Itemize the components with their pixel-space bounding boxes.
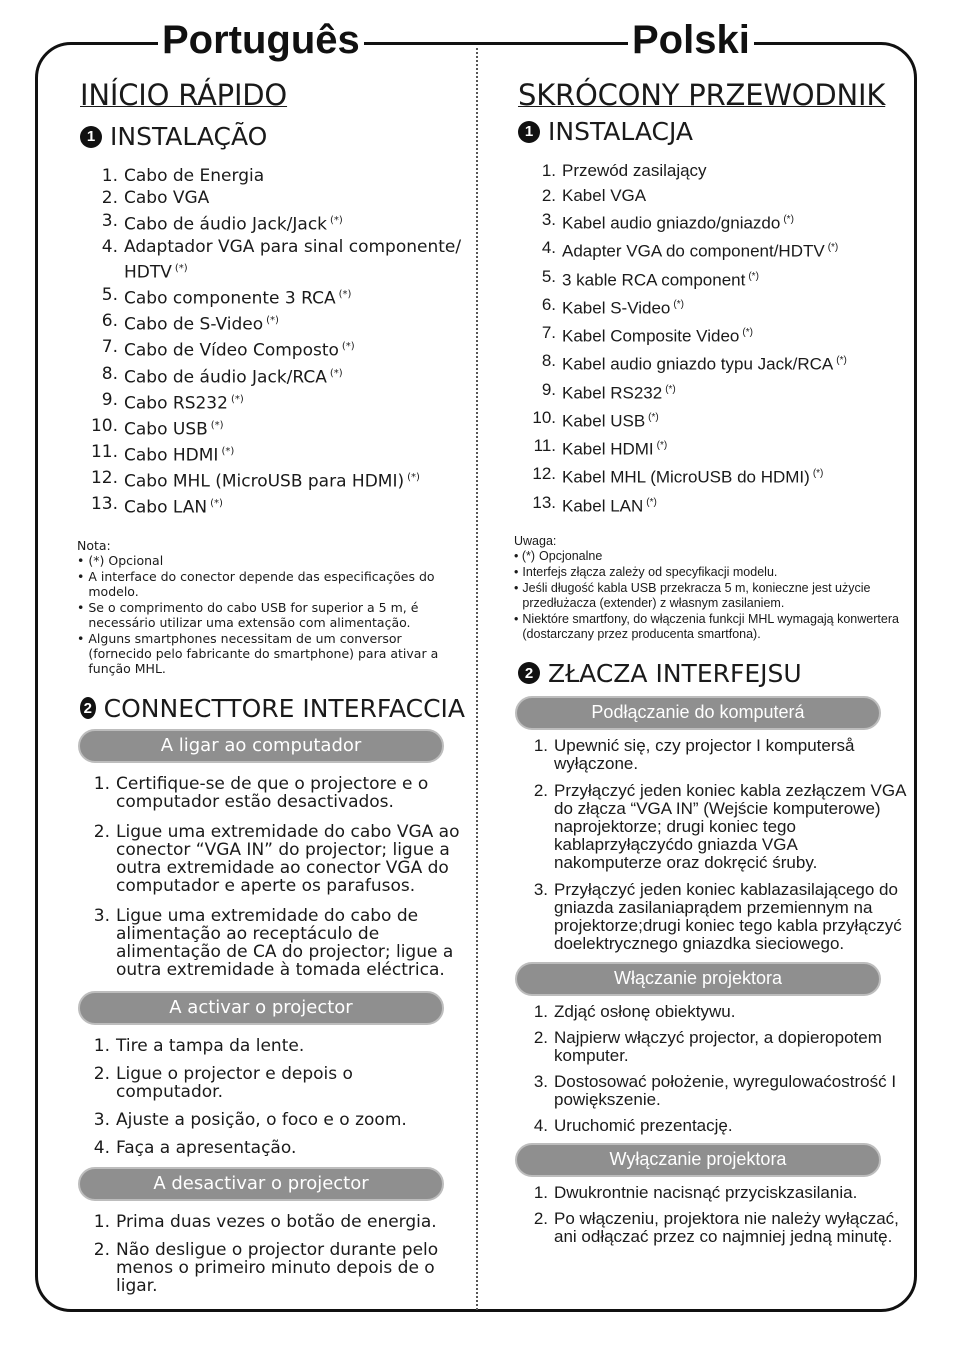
item-number: 8. bbox=[101, 363, 118, 384]
installation-heading bbox=[518, 117, 908, 146]
cable-item bbox=[80, 210, 465, 236]
cable-item bbox=[518, 349, 908, 377]
step-number: 2. bbox=[533, 1027, 548, 1047]
step-number: 3. bbox=[533, 1071, 548, 1091]
item-number: 8. bbox=[541, 351, 556, 371]
installation-title: INSTALAÇÃO bbox=[110, 122, 268, 151]
turn-off-banner: Wyłączanie projektora bbox=[515, 1143, 881, 1177]
turn-on-banner: Włączanie projektora bbox=[515, 962, 881, 996]
item-label: Kabel audio gniazdo typu Jack/RCA bbox=[562, 355, 834, 375]
optional-marker: (*) bbox=[407, 471, 420, 483]
optional-marker: (*) bbox=[665, 383, 676, 395]
note-title: Uwaga: bbox=[514, 533, 557, 548]
turn-off-steps bbox=[518, 1184, 908, 1246]
step-item bbox=[518, 1117, 908, 1135]
item-label: Kabel MHL (MicroUSB do HDMI) bbox=[562, 468, 810, 488]
item-number: 6. bbox=[541, 294, 556, 314]
note-item bbox=[77, 631, 447, 676]
interface-title: CONNECTTORE INTERFACCIA bbox=[103, 693, 465, 723]
item-text bbox=[124, 467, 420, 493]
cable-item bbox=[518, 265, 908, 293]
optional-marker: (*) bbox=[656, 440, 668, 452]
item-label: Kabel LAN bbox=[562, 496, 644, 516]
note-text: Interfejs złącza zależy od specyfikacji modelu. bbox=[522, 564, 778, 579]
cable-item bbox=[518, 159, 908, 184]
item-text bbox=[124, 363, 343, 389]
step-item bbox=[518, 1210, 908, 1246]
item-text bbox=[562, 349, 847, 377]
item-label: Cabo de áudio Jack/Jack bbox=[124, 214, 328, 235]
item-number: 12. bbox=[532, 464, 556, 484]
item-label: Kabel RS232 bbox=[562, 383, 663, 403]
optional-marker: (*) bbox=[648, 411, 659, 423]
optional-marker: (*) bbox=[221, 445, 235, 457]
step-text: Zdjąć osłonę obiektywu. bbox=[554, 1001, 736, 1021]
section-number-2: 2 bbox=[518, 662, 540, 684]
connect-computer-banner: Podłączanie do komputerá bbox=[515, 696, 881, 730]
step-item bbox=[80, 1139, 465, 1157]
turn-off-steps bbox=[80, 1213, 465, 1295]
step-number: 4. bbox=[533, 1115, 548, 1135]
item-text bbox=[124, 284, 351, 310]
language-title-polish: Polski bbox=[628, 16, 754, 64]
item-number: 2. bbox=[101, 188, 118, 209]
step-text: Ligue uma extremidade do cabo VGA ao conector “VGA IN” do projector; ligue a outra extremidade ao conector VGA do computador e aperte os parafusos. bbox=[116, 821, 460, 896]
turn-off-banner: A desactivar o projector bbox=[78, 1167, 444, 1201]
item-number: 4. bbox=[101, 236, 118, 257]
item-label: Adapter VGA do component/HDTV bbox=[562, 242, 825, 262]
optional-marker: (*) bbox=[748, 270, 759, 282]
item-number: 1. bbox=[541, 161, 556, 180]
installation-heading bbox=[80, 122, 465, 151]
note-bullet: • bbox=[77, 599, 85, 615]
optional-marker: (*) bbox=[827, 242, 839, 254]
step-item bbox=[518, 1184, 908, 1202]
note-list bbox=[514, 549, 909, 642]
item-label: Cabo de Energia bbox=[124, 166, 265, 186]
interface-title: ZŁACZA INTERFEJSU bbox=[548, 658, 802, 688]
step-text: Przyłączyć jeden koniec kablazasilającego do gniazda zasilaniaprądem przemiennym na projektorze;drugi koniec tego kabla przyłączyć doelektrycznego gniazdka sieciowego. bbox=[554, 879, 902, 953]
step-item bbox=[518, 737, 908, 773]
connect-steps bbox=[80, 775, 465, 979]
cable-item bbox=[80, 310, 465, 336]
item-text bbox=[562, 462, 823, 490]
item-label: Cabo de S-Video bbox=[124, 315, 264, 336]
item-text bbox=[562, 208, 794, 236]
optional-marker: (*) bbox=[329, 367, 343, 379]
portuguese-column bbox=[77, 78, 465, 1305]
item-text bbox=[562, 236, 838, 264]
turn-on-steps bbox=[80, 1037, 465, 1157]
cable-item bbox=[80, 389, 465, 415]
cable-item bbox=[80, 187, 465, 209]
step-item bbox=[518, 881, 908, 953]
item-text bbox=[124, 441, 234, 467]
item-number: 4. bbox=[541, 238, 556, 258]
item-text bbox=[124, 310, 279, 336]
turn-on-steps bbox=[518, 1003, 908, 1135]
item-label: Cabo RS232 bbox=[124, 393, 228, 414]
step-number: 2. bbox=[533, 1208, 548, 1228]
item-number: 13. bbox=[532, 492, 556, 512]
item-number: 2. bbox=[541, 185, 556, 205]
cable-item bbox=[518, 236, 908, 264]
step-item bbox=[80, 1065, 465, 1101]
step-item bbox=[80, 775, 465, 811]
step-text: Ligue uma extremidade do cabo de alimentação ao receptáculo de alimentação de CA do projector; ligue a outra extremidade à tomada eléctrica. bbox=[116, 905, 454, 980]
step-text: Po włączeniu, projektora nie należy wyłączać, ani odłączać przez co najmniej jedną minutę. bbox=[554, 1208, 899, 1246]
item-label: Cabo de Vídeo Composto bbox=[124, 341, 339, 362]
notes-block bbox=[514, 534, 909, 642]
item-text bbox=[124, 210, 343, 236]
step-number: 2. bbox=[93, 1239, 110, 1260]
item-text bbox=[562, 491, 657, 519]
polish-column bbox=[514, 78, 908, 1254]
item-label: Cabo USB bbox=[124, 419, 208, 440]
step-number: 1. bbox=[93, 1211, 110, 1232]
optional-marker: (*) bbox=[210, 497, 223, 509]
cable-item bbox=[518, 184, 908, 209]
optional-marker: (*) bbox=[673, 298, 684, 310]
note-item bbox=[514, 549, 909, 564]
item-number: 11. bbox=[533, 436, 556, 456]
item-number: 12. bbox=[90, 467, 118, 488]
item-number: 7. bbox=[541, 323, 556, 343]
item-label: Cabo LAN bbox=[124, 497, 208, 518]
item-label: Adaptador VGA para sinal componente/ HDTV bbox=[124, 236, 462, 283]
note-title: Nota: bbox=[77, 537, 111, 553]
cable-list bbox=[518, 159, 908, 519]
cable-item bbox=[80, 363, 465, 389]
optional-marker: (*) bbox=[783, 214, 794, 226]
optional-marker: (*) bbox=[266, 315, 279, 327]
step-number: 1. bbox=[533, 1182, 548, 1202]
item-number: 7. bbox=[101, 337, 118, 358]
cable-item bbox=[518, 208, 908, 236]
item-text bbox=[562, 434, 667, 462]
item-number: 10. bbox=[532, 407, 556, 427]
step-text: Najpierw włączyć projector, a dopieropotem komputer. bbox=[554, 1027, 882, 1065]
item-text bbox=[124, 389, 244, 415]
step-item bbox=[518, 1003, 908, 1021]
step-item bbox=[518, 1073, 908, 1109]
cable-item bbox=[518, 434, 908, 462]
optional-marker: (*) bbox=[646, 496, 657, 508]
optional-marker: (*) bbox=[812, 468, 824, 480]
optional-marker: (*) bbox=[330, 214, 343, 226]
step-number: 2. bbox=[93, 1063, 110, 1084]
item-label: Cabo componente 3 RCA bbox=[124, 289, 336, 309]
step-number: 3. bbox=[93, 1109, 110, 1130]
step-number: 1. bbox=[533, 735, 548, 755]
connect-steps bbox=[518, 737, 908, 953]
item-text bbox=[124, 236, 465, 284]
cable-item bbox=[518, 321, 908, 349]
item-label: Kabel USB bbox=[562, 411, 646, 431]
item-text bbox=[124, 165, 264, 187]
optional-marker: (*) bbox=[836, 355, 847, 367]
step-text: Ligue o projector e depois o computador. bbox=[116, 1063, 353, 1102]
step-number: 4. bbox=[93, 1137, 110, 1158]
step-item bbox=[80, 1213, 465, 1231]
item-label: Kabel Composite Video bbox=[562, 326, 740, 346]
note-item bbox=[514, 612, 909, 642]
step-text: Dostosować położenie, wyregulowaćostrość I powiększenie. bbox=[554, 1071, 897, 1109]
step-item bbox=[80, 1241, 465, 1295]
item-label: Cabo de áudio Jack/RCA bbox=[124, 367, 327, 388]
turn-on-banner: A activar o projector bbox=[78, 991, 444, 1025]
item-number: 1. bbox=[101, 166, 118, 186]
item-number: 6. bbox=[101, 311, 118, 332]
note-bullet: • bbox=[514, 580, 519, 595]
cable-item bbox=[80, 284, 465, 310]
item-text bbox=[124, 415, 224, 441]
installation-title: INSTALACJA bbox=[548, 117, 694, 146]
item-number: 3. bbox=[101, 210, 118, 231]
item-number: 10. bbox=[90, 415, 118, 436]
note-list bbox=[77, 553, 447, 676]
step-number: 1. bbox=[533, 1001, 548, 1021]
step-item bbox=[80, 1037, 465, 1055]
item-label: Cabo MHL (MicroUSB para HDMI) bbox=[124, 471, 405, 492]
cable-item bbox=[80, 236, 465, 284]
note-text: A interface do conector depende das especificações do modelo. bbox=[88, 568, 435, 599]
cable-item bbox=[518, 293, 908, 321]
interface-heading bbox=[518, 659, 908, 688]
optional-marker: (*) bbox=[341, 341, 355, 353]
item-number: 3. bbox=[541, 210, 556, 230]
step-number: 1. bbox=[93, 1035, 110, 1056]
item-text bbox=[562, 265, 759, 293]
cable-item bbox=[518, 491, 908, 519]
optional-marker: (*) bbox=[742, 327, 753, 339]
optional-marker: (*) bbox=[174, 263, 188, 275]
language-title-portuguese: Português bbox=[158, 16, 364, 64]
item-number: 5. bbox=[101, 285, 118, 306]
note-bullet: • bbox=[77, 630, 85, 646]
step-number: 3. bbox=[533, 879, 548, 899]
step-item bbox=[80, 1111, 465, 1129]
note-bullet: • bbox=[77, 568, 85, 584]
item-label: Kabel S-Video bbox=[562, 298, 671, 318]
note-bullet: • (*) bbox=[514, 548, 536, 563]
item-text bbox=[124, 336, 355, 362]
item-label: Kabel VGA bbox=[562, 185, 647, 205]
optional-marker: (*) bbox=[210, 419, 224, 431]
step-item bbox=[80, 907, 465, 979]
notes-block bbox=[77, 538, 447, 676]
section-number-1: 1 bbox=[518, 121, 540, 143]
step-number: 3. bbox=[93, 905, 110, 926]
note-bullet: • bbox=[514, 611, 519, 626]
cable-item bbox=[80, 415, 465, 441]
note-text: Alguns smartphones necessitam de um conversor (fornecido pelo fabricante do smartphone) para ativar a função MHL. bbox=[88, 630, 439, 676]
step-text: Tire a tampa da lente. bbox=[116, 1035, 305, 1056]
quick-start-title: INÍCIO RÁPIDO bbox=[80, 78, 288, 112]
step-text: Não desligue o projector durante pelo menos o primeiro minuto depois de o ligar. bbox=[116, 1239, 439, 1296]
section-number-2: 2 bbox=[80, 697, 96, 719]
step-text: Uruchomić prezentację. bbox=[554, 1115, 733, 1135]
item-label: Cabo HDMI bbox=[124, 445, 219, 466]
cable-item bbox=[80, 467, 465, 493]
item-text bbox=[562, 378, 676, 406]
step-number: 1. bbox=[93, 773, 110, 794]
note-item bbox=[77, 600, 447, 630]
cable-item bbox=[518, 378, 908, 406]
note-item bbox=[514, 565, 909, 580]
interface-heading bbox=[80, 694, 465, 723]
cable-list bbox=[80, 165, 465, 519]
item-label: Cabo VGA bbox=[124, 188, 210, 209]
optional-marker: (*) bbox=[230, 393, 244, 405]
item-text bbox=[124, 493, 223, 519]
optional-marker: (*) bbox=[338, 289, 352, 301]
item-text bbox=[124, 187, 209, 209]
item-text bbox=[562, 293, 684, 321]
note-text: Se o comprimento do cabo USB for superior a 5 m, é necessário utilizar uma extensão com alimentação. bbox=[88, 599, 419, 630]
step-text: Dwukrontnie nacisnąć przyciskzasilania. bbox=[554, 1182, 858, 1202]
note-item bbox=[77, 553, 447, 568]
column-divider bbox=[476, 48, 478, 1310]
section-number-1: 1 bbox=[80, 126, 102, 148]
note-bullet: • (*) bbox=[77, 552, 105, 568]
note-text: Opcional bbox=[108, 552, 164, 568]
step-text: Ajuste a posição, o foco e o zoom. bbox=[116, 1109, 407, 1130]
step-text: Przyłączyć jeden koniec kabla zezłączem VGA do złącza “VGA IN” (Wejście komputerowe) naprojektorze; drugi koniec tego kablaprzyłączyćdo gniazda VGA nakomputerze oraz dokręcić śruby. bbox=[554, 780, 906, 872]
item-label: 3 kable RCA component bbox=[562, 270, 746, 290]
item-number: 13. bbox=[90, 493, 118, 514]
note-text: Opcjonalne bbox=[539, 548, 603, 563]
note-text: Niektóre smartfony, do włączenia funkcji MHL wymagają konwertera (dostarczany przez producenta smartfona). bbox=[522, 611, 899, 641]
cable-item bbox=[518, 462, 908, 490]
item-number: 11. bbox=[90, 441, 118, 462]
cable-item bbox=[80, 441, 465, 467]
item-number: 9. bbox=[541, 379, 556, 399]
step-item bbox=[80, 823, 465, 895]
note-item bbox=[77, 569, 447, 599]
note-bullet: • bbox=[514, 564, 519, 579]
item-number: 5. bbox=[541, 266, 556, 286]
item-text bbox=[562, 184, 646, 209]
cable-item bbox=[80, 493, 465, 519]
item-label: Kabel audio gniazdo/gniazdo bbox=[562, 213, 781, 233]
step-text: Upewnić się, czy projector I komputerså wyłączone. bbox=[554, 735, 855, 773]
item-label: Przewód zasilający bbox=[562, 161, 707, 180]
connect-computer-banner: A ligar ao computador bbox=[78, 729, 444, 763]
step-text: Prima duas vezes o botão de energia. bbox=[116, 1211, 437, 1232]
step-item bbox=[518, 1029, 908, 1065]
item-number: 9. bbox=[101, 389, 118, 410]
quick-start-title: SKRÓCONY PRZEWODNIK bbox=[518, 78, 886, 112]
cable-item bbox=[80, 165, 465, 187]
cable-item bbox=[80, 336, 465, 362]
step-number: 2. bbox=[533, 780, 548, 800]
note-text: Jeśli długość kabla USB przekracza 5 m, konieczne jest użycie przedłużacza (extender) z własnym zasilaniem. bbox=[522, 580, 871, 610]
cable-item bbox=[518, 406, 908, 434]
item-text bbox=[562, 159, 707, 184]
step-number: 2. bbox=[93, 821, 110, 842]
item-text bbox=[562, 406, 659, 434]
note-item bbox=[514, 581, 909, 611]
step-text: Certifique-se de que o projectore e o computador estão desactivados. bbox=[116, 773, 429, 812]
item-text bbox=[562, 321, 753, 349]
item-label: Kabel HDMI bbox=[562, 439, 654, 459]
step-item bbox=[518, 782, 908, 872]
step-text: Faça a apresentação. bbox=[116, 1137, 297, 1158]
